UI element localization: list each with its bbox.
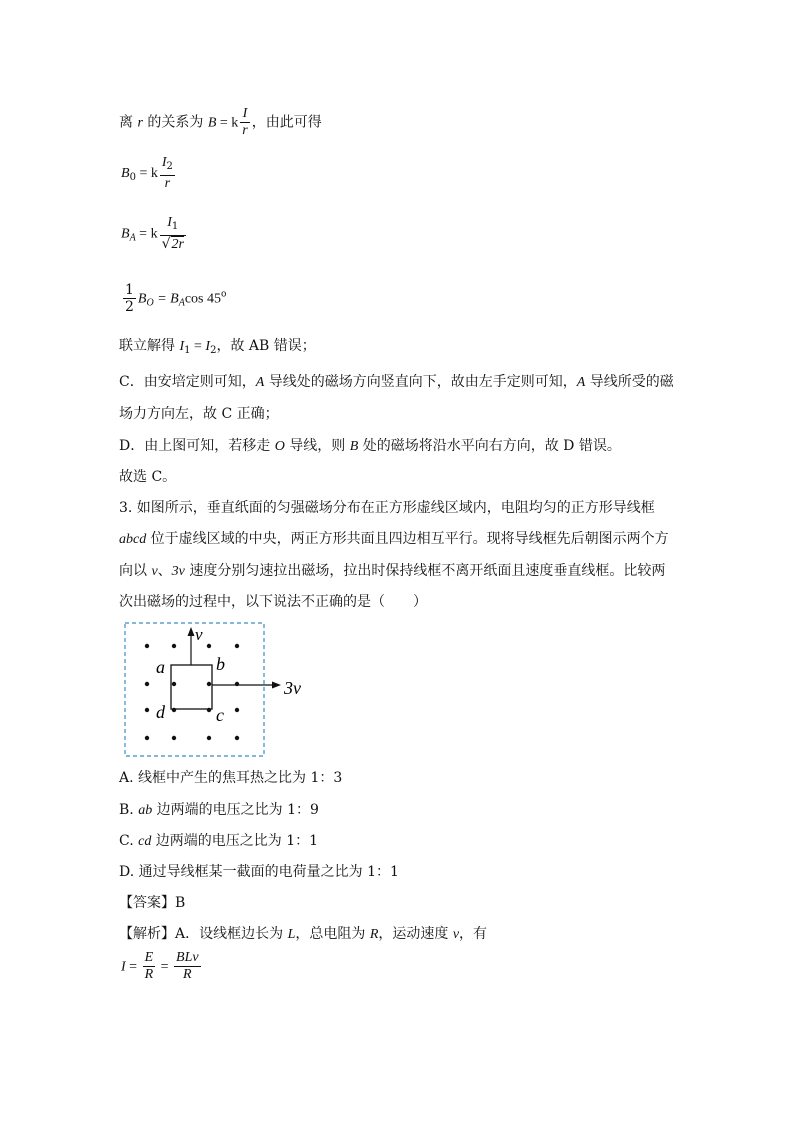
label-c: c: [216, 705, 224, 725]
label-a: a: [156, 657, 165, 677]
option-b-text: 边两端的电压之比为 1：9: [152, 802, 319, 818]
formula-fraction: [240, 106, 249, 139]
var-r: r: [137, 115, 143, 131]
equation-half-bo: [121, 282, 226, 315]
option-c-analysis-line2: 场力方向左，故 C 正确；: [119, 406, 279, 422]
conclusion-eq: =: [190, 339, 206, 354]
intro-mid: 的关系为: [142, 114, 208, 131]
eq2-fraction: [160, 214, 186, 253]
eq1-lhs: B: [121, 166, 130, 181]
eqf-f1-den: R: [144, 967, 154, 982]
field-dot: [145, 708, 149, 712]
q3-var-abcd: abcd: [119, 532, 147, 547]
option-b-prefix: B.: [119, 802, 139, 818]
analysis-line: [119, 924, 487, 945]
question3-line2: [119, 529, 669, 550]
eq1-lhs-sub: 0: [129, 172, 136, 183]
c1-text1: C．由安培定则可知，: [119, 374, 256, 390]
eq1-eq: = k: [135, 166, 158, 181]
magnetic-field-diagram: [124, 622, 314, 762]
eqf-f2-num: BLv: [176, 950, 199, 965]
eq3-degree: o: [221, 289, 227, 300]
field-dot: [235, 644, 239, 648]
eqf-eq1: =: [125, 959, 141, 975]
arrow-up-head: [188, 627, 195, 636]
eq1-num-var: I: [161, 155, 167, 170]
option-b: [119, 800, 319, 821]
eqf-f2-den: R: [183, 967, 192, 982]
label-v: v: [195, 625, 203, 644]
field-dot: [172, 736, 176, 740]
eq1-fraction: [160, 154, 175, 192]
conclusion-text1: 联立解得: [119, 338, 180, 354]
q3-line3-text1: 向以: [119, 563, 152, 579]
conclusion-text2: ，故 AB 错误；: [216, 338, 316, 354]
field-dot: [235, 736, 239, 740]
option-a: A. 线框中产生的焦耳热之比为 1：3: [119, 770, 343, 786]
c1-var-a2: A: [576, 375, 586, 390]
sqrt-body: 2r: [171, 237, 184, 252]
field-dot: [145, 736, 149, 740]
analysis-var-l: L: [287, 927, 296, 942]
eq2-numerator: [160, 214, 186, 236]
eq1-num-sub: 2: [166, 161, 173, 172]
d-text2: 导线，则: [284, 438, 350, 454]
d-var-b: B: [349, 439, 359, 454]
eq3-cos: cos 45: [184, 291, 221, 307]
eq1-denominator: r: [164, 176, 171, 191]
intro-line: [119, 106, 322, 139]
d-text1: D．由上图可知，若移走: [119, 438, 275, 454]
eq2-eq: = k: [135, 226, 158, 242]
eqf-fraction1: [143, 950, 156, 983]
option-c-text: 边两端的电压之比为 1：1: [151, 833, 319, 849]
arrow-right-head: [272, 682, 281, 689]
field-dot: [207, 682, 211, 686]
d-var-o: O: [274, 439, 285, 454]
formula-eq: = k: [216, 115, 239, 131]
conclusion-i1-sub: 1: [184, 345, 191, 356]
q3-var-v: v: [151, 564, 158, 579]
option-d-analysis-line: [119, 436, 621, 457]
field-dot: [235, 708, 239, 712]
analysis-text2: ，总电阻为: [295, 926, 370, 942]
eq3-fraction: [123, 282, 136, 315]
equation-b0: [121, 154, 177, 192]
equation-ba: [121, 214, 188, 253]
label-d: d: [156, 702, 165, 722]
label-b: b: [216, 654, 225, 674]
q3-line3-text3: 速度分别匀速拉出磁场，拉出时保持线框不离开纸面且速度垂直线框。比较两: [184, 563, 666, 579]
eq3-denominator: 2: [125, 299, 134, 315]
eq2-denominator: [160, 236, 186, 253]
eq2-lhs-sub: A: [129, 232, 136, 244]
question3-line3: [119, 561, 665, 582]
q3-line2-text: 位于虚线区域的中央，两正方形共面且四边相互平行。现将导线框先后朝图示两个方: [146, 531, 669, 547]
eqf-fraction2: [174, 950, 201, 983]
q3-var-3v: 3v: [171, 564, 185, 579]
eq2-num-var: I: [167, 215, 172, 230]
option-d: D. 通过导线框某一截面的电荷量之比为 1：1: [119, 864, 399, 880]
eq3-rhs-sub: A: [178, 297, 185, 309]
option-c-analysis-line1: [119, 372, 674, 393]
eq1-numerator: [160, 154, 175, 176]
label-3v: 3v: [284, 678, 301, 698]
field-dot: [145, 682, 149, 686]
option-c: [119, 831, 318, 852]
c1-text2: 导线处的磁场方向竖直向下，故由左手定则可知，: [264, 374, 577, 390]
field-dot: [172, 644, 176, 648]
intro-suffix: ，由此可得: [251, 114, 322, 131]
d-text3: 处的磁场将沿水平向右方向，故 D 错误。: [358, 438, 621, 454]
field-dot: [172, 682, 176, 686]
eqf-f1-num: E: [144, 950, 154, 965]
fraction-denominator: r: [242, 123, 248, 138]
eq3-lhs-sub: O: [146, 297, 154, 309]
c1-var-a1: A: [255, 375, 265, 390]
equation-current: [121, 950, 203, 983]
field-dot: [145, 644, 149, 648]
eqf-eq2: =: [157, 959, 173, 975]
eq2-num-sub: 1: [171, 221, 179, 232]
answer-line: 【答案】B: [119, 895, 186, 911]
option-c-var: cd: [138, 834, 152, 849]
field-dot: [207, 736, 211, 740]
intro-prefix: 离: [119, 114, 138, 131]
eq3-rhs: = B: [153, 291, 179, 307]
conclusion-line: [119, 336, 316, 361]
conclusion-i2-sub: 2: [210, 345, 217, 356]
fraction-numerator: I: [240, 106, 249, 123]
analysis-text4: ，有: [459, 926, 488, 942]
sqrt-sign: √: [161, 236, 171, 252]
question3-line1: 3. 如图所示，垂直纸面的匀强磁场分布在正方形虚线区域内，电阻均匀的正方形导线框: [119, 500, 655, 516]
c1-text3: 导线所受的磁: [585, 374, 674, 390]
eq2-lhs: B: [121, 226, 130, 242]
q3-line3-sep: 、: [157, 563, 172, 579]
conclusion-i1: I: [179, 339, 185, 354]
analysis-var-r: R: [369, 927, 379, 942]
eq3-numerator: 1: [125, 282, 134, 298]
question3-line4: 次出磁场的过程中，以下说法不正确的是（ ）: [119, 594, 427, 610]
eqf-lhs: I: [121, 959, 126, 975]
analysis-var-v: v: [452, 927, 460, 942]
wire-loop-abcd: [171, 665, 212, 709]
option-b-var: ab: [138, 803, 153, 818]
eq3-lhs: B: [137, 291, 147, 307]
formula-lhs: B: [207, 115, 217, 131]
conclusion-i2: I: [205, 339, 211, 354]
option-c-prefix: C.: [119, 833, 139, 849]
field-dot: [207, 644, 211, 648]
analysis-text1: 【解析】A．设线框边长为: [119, 926, 288, 942]
choose-line: 故选 C。: [119, 469, 177, 485]
analysis-text3: ，运动速度: [378, 926, 453, 942]
